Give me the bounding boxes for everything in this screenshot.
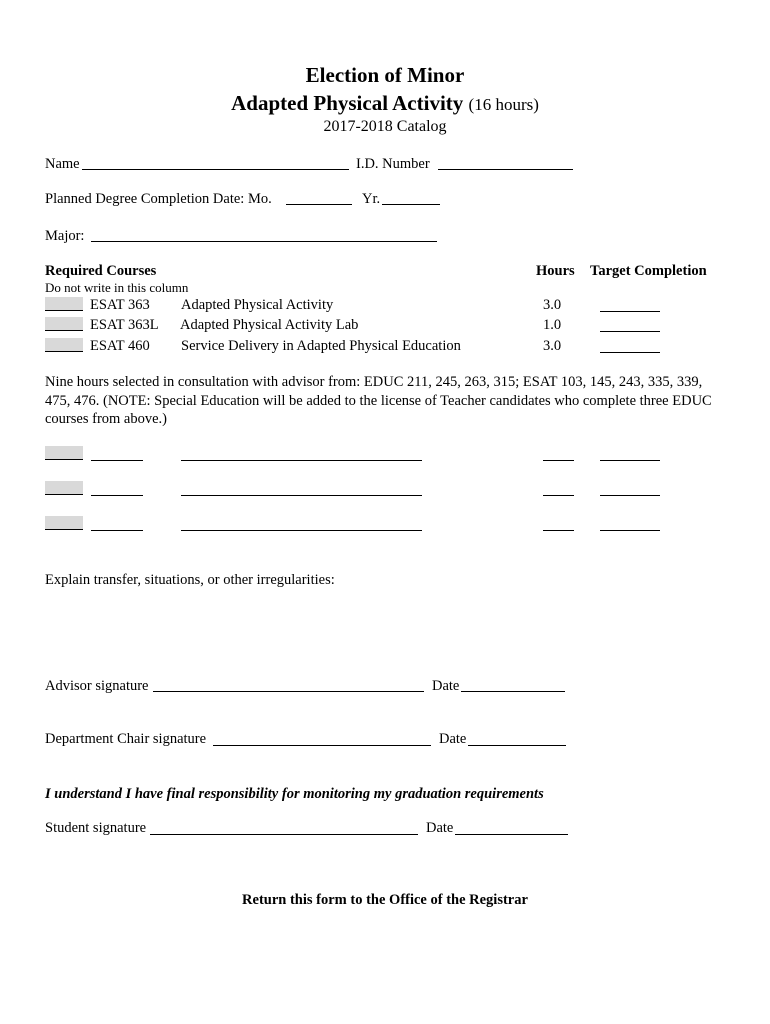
office-use-box <box>45 317 83 331</box>
course-code: ESAT 460 <box>90 338 150 354</box>
student-signature-field[interactable] <box>150 834 418 835</box>
advisor-signature-label: Advisor signature <box>45 678 149 694</box>
office-use-box <box>45 297 83 311</box>
id-label: I.D. Number <box>356 156 430 172</box>
course-code: ESAT 363L <box>90 317 159 333</box>
elective-title-field[interactable] <box>181 495 422 496</box>
planned-date-label: Planned Degree Completion Date: Mo. <box>45 191 272 207</box>
course-title: Service Delivery in Adapted Physical Education <box>181 338 461 354</box>
elective-title-field[interactable] <box>181 460 422 461</box>
responsibility-statement: I understand I have final responsibility for monitoring my graduation requirements <box>45 786 544 802</box>
course-hours: 3.0 <box>543 297 562 313</box>
target-completion-header: Target Completion <box>590 263 707 279</box>
office-use-box <box>45 516 83 530</box>
subtitle-text: Adapted Physical Activity <box>231 91 464 115</box>
major-field[interactable] <box>91 241 437 242</box>
hours-header: Hours <box>536 263 575 279</box>
chair-signature-label: Department Chair signature <box>45 731 207 747</box>
target-completion-field[interactable] <box>600 331 660 332</box>
course-code: ESAT 363 <box>90 297 150 313</box>
office-use-box <box>45 481 83 495</box>
year-label: Yr. <box>362 191 381 207</box>
course-title: Adapted Physical Activity Lab <box>180 317 359 333</box>
id-field[interactable] <box>438 169 573 170</box>
required-courses-heading: Required Courses <box>45 263 157 279</box>
year-field[interactable] <box>382 204 440 205</box>
chair-signature-field[interactable] <box>213 745 431 746</box>
elective-course-field[interactable] <box>91 495 143 496</box>
catalog-year: 2017-2018 Catalog <box>323 118 447 135</box>
name-field[interactable] <box>82 169 349 170</box>
course-title: Adapted Physical Activity <box>181 297 334 313</box>
elective-title-field[interactable] <box>181 530 422 531</box>
elective-course-field[interactable] <box>91 460 143 461</box>
elective-target-field[interactable] <box>600 460 660 461</box>
advisor-signature-field[interactable] <box>153 691 424 692</box>
course-hours: 3.0 <box>543 338 562 354</box>
chair-date-field[interactable] <box>468 745 566 746</box>
office-use-box <box>45 446 83 460</box>
elective-hours-field[interactable] <box>543 460 574 461</box>
student-signature-label: Student signature <box>45 820 147 836</box>
elective-instructions: Nine hours selected in consultation with advisor from: EDUC 211, 245, 263, 315; ESAT 103, 145, 243, 335, 339, 475, 476. (NOTE: Special Education will be added to the license of Teacher candidates who complete three EDUC courses from above.) <box>45 374 712 427</box>
subtitle-hours: (16 hours) <box>468 95 539 114</box>
advisor-date-label: Date <box>432 678 460 694</box>
major-label: Major: <box>45 228 85 244</box>
target-completion-field[interactable] <box>600 311 660 312</box>
elective-course-field[interactable] <box>91 530 143 531</box>
month-field[interactable] <box>286 204 352 205</box>
office-use-box <box>45 338 83 352</box>
explain-label: Explain transfer, situations, or other irregularities: <box>45 572 335 588</box>
student-date-label: Date <box>426 820 454 836</box>
name-label: Name <box>45 156 80 172</box>
advisor-date-field[interactable] <box>461 691 565 692</box>
form-subtitle <box>0 91 770 116</box>
target-completion-field[interactable] <box>600 352 660 353</box>
do-not-write-note: Do not write in this column <box>45 280 189 295</box>
course-hours: 1.0 <box>543 317 562 333</box>
form-title: Election of Minor <box>305 63 465 87</box>
student-date-field[interactable] <box>455 834 568 835</box>
elective-target-field[interactable] <box>600 530 660 531</box>
chair-date-label: Date <box>439 731 467 747</box>
elective-hours-field[interactable] <box>543 530 574 531</box>
return-instructions: Return this form to the Office of the Registrar <box>242 892 528 908</box>
elective-target-field[interactable] <box>600 495 660 496</box>
elective-hours-field[interactable] <box>543 495 574 496</box>
